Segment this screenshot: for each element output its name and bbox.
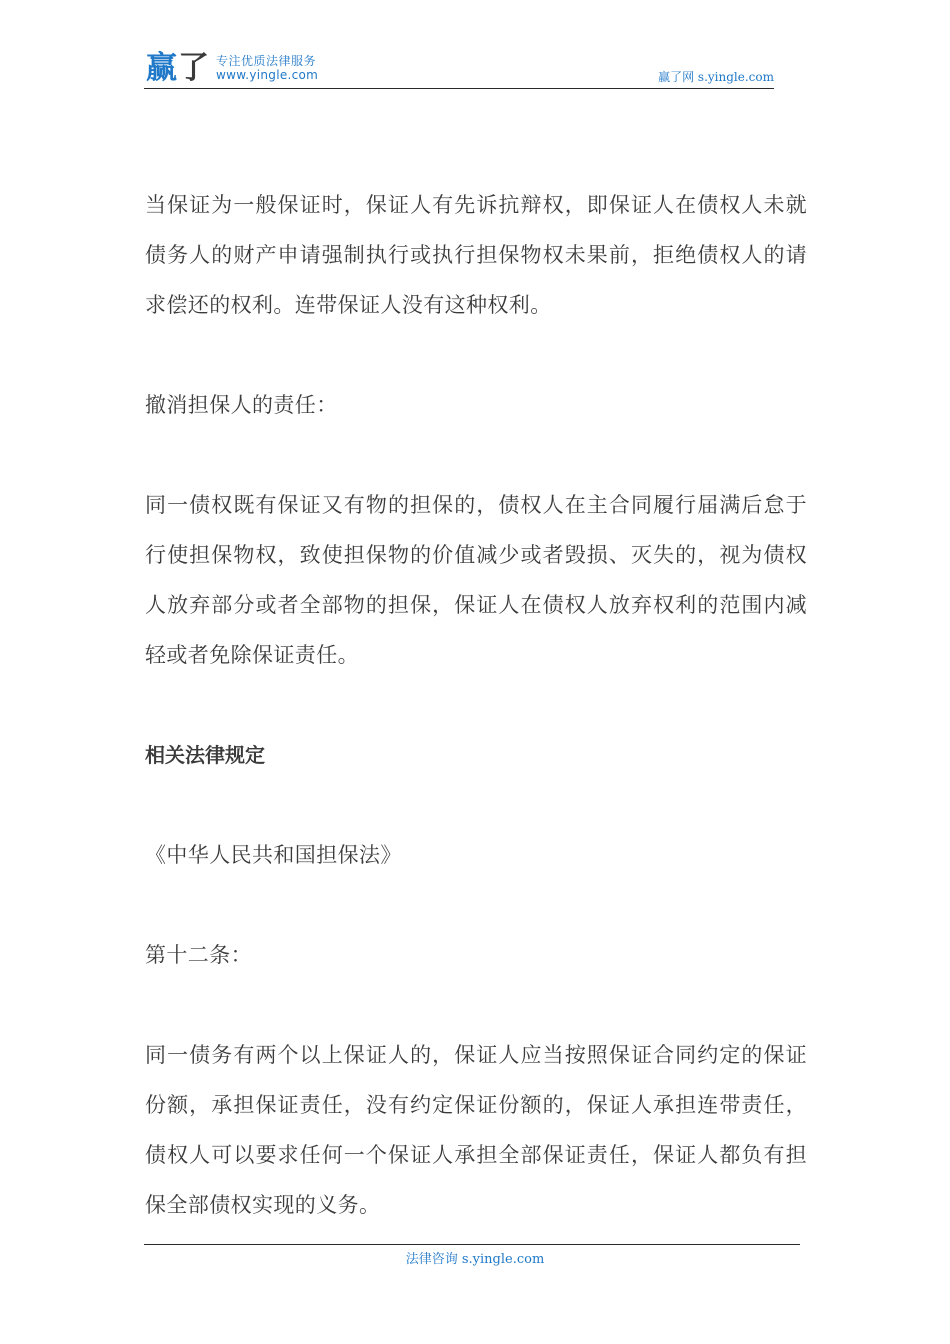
page-header	[144, 50, 774, 89]
logo-char-le: 了	[178, 50, 209, 86]
paragraph-general-guarantee: 当保证为一般保证时，保证人有先诉抗辩权，即保证人在债权人未就债务人的财产申请强制执行或执行担保物权未果前，拒绝债权人的请求偿还的权利。连带保证人没有这种权利。	[145, 193, 807, 317]
paragraph-article-number: 第十二条：	[145, 943, 252, 967]
document-body	[145, 180, 807, 1280]
paragraph-revoke-liability-label: 撤消担保人的责任：	[145, 393, 338, 417]
footer-divider	[144, 1244, 800, 1245]
header-site-link[interactable]: 赢了网 s.yingle.com	[658, 70, 774, 84]
logo-url[interactable]: www.yingle.com	[216, 68, 319, 82]
section-heading-related-law: 相关法律规定	[145, 743, 265, 767]
logo-char-ying: 赢	[146, 50, 177, 86]
yingle-logo[interactable]	[146, 50, 209, 86]
footer-link[interactable]: 法律咨询 s.yingle.com	[405, 1252, 545, 1267]
logo-slogan: 专注优质法律服务	[216, 54, 317, 68]
paragraph-article-text: 同一债务有两个以上保证人的，保证人应当按照保证合同约定的保证份额，承担保证责任，没有约定保证份额的，保证人承担连带责任，债权人可以要求任何一个保证人承担全部保证责任，保证人都负有担保全部债权实现的义务。	[145, 1043, 807, 1217]
logo-text	[216, 54, 318, 82]
paragraph-collateral-waiver: 同一债权既有保证又有物的担保的，债权人在主合同履行届满后怠于行使担保物权，致使担保物的价值减少或者毁损、灭失的，视为债权人放弃部分或者全部物的担保，保证人在债权人放弃权利的范围内减轻或者免除保证责任。	[145, 493, 807, 667]
paragraph-law-title: 《中华人民共和国担保法》	[145, 843, 402, 867]
